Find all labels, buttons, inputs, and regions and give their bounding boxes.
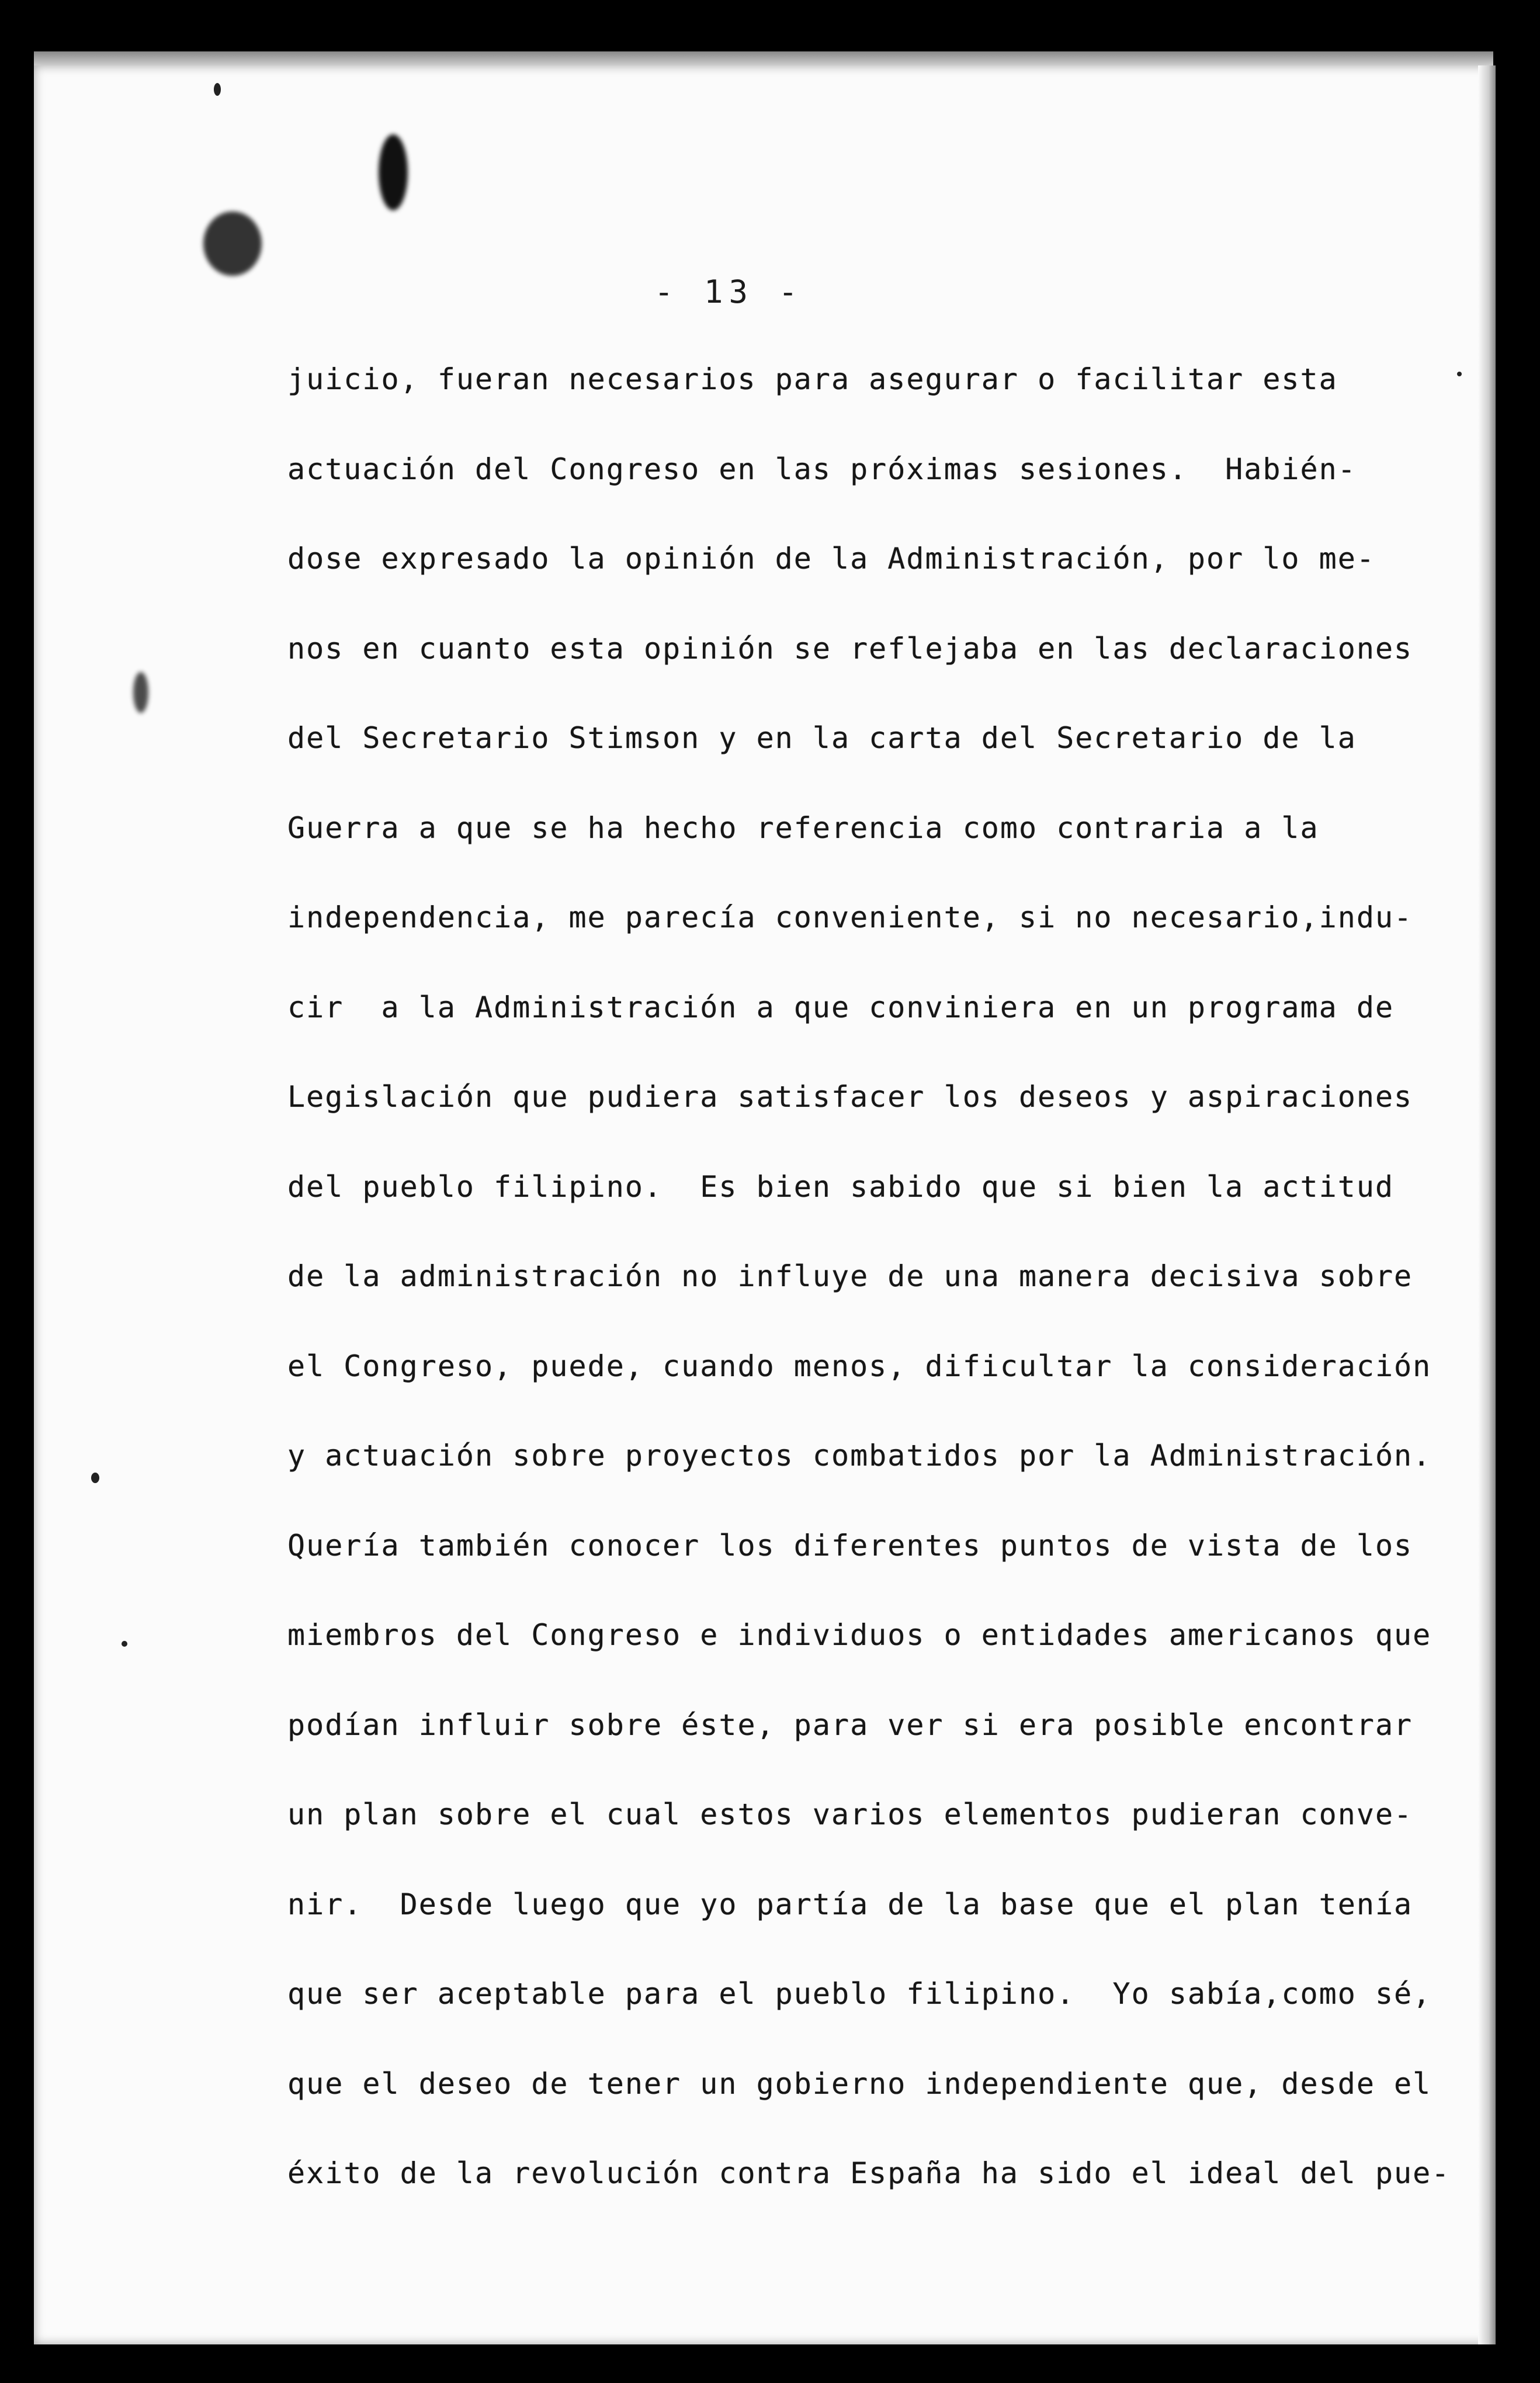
ink-smudge [133,672,148,713]
text-line: el Congreso, puede, cuando menos, dificultar la consideración [287,1349,1432,1383]
text-line: un plan sobre el cual estos varios elementos pudieran conve- [287,1797,1413,1831]
ink-speck [214,83,221,96]
ink-speck [1457,372,1462,376]
paper-right-edge [1478,65,1496,2344]
text-line: nir. Desde luego que yo partía de la base que el plan tenía [287,1887,1413,1921]
ink-smudge [203,212,262,276]
text-line: cir a la Administración a que conviniera en un programa de [287,990,1395,1024]
text-line: del Secretario Stimson y en la carta del Secretario de la [287,721,1357,755]
text-line: Quería también conocer los diferentes puntos de vista de los [287,1528,1413,1563]
text-line: actuación del Congreso en las próximas sesiones. Habién- [287,452,1357,486]
text-line: del pueblo filipino. Es bien sabido que si bien la actitud [287,1169,1395,1204]
text-line: que el deseo de tener un gobierno independiente que, desde el [287,2066,1432,2101]
text-line: y actuación sobre proyectos combatidos por la Administración. [287,1439,1432,1473]
ink-speck [122,1641,127,1647]
ink-smudge [379,134,408,210]
text-line: que ser aceptable para el pueblo filipino. Yo sabía,como sé, [287,1977,1432,2011]
text-line: Guerra a que se ha hecho referencia como contraria a la [287,811,1319,845]
text-line: podían influir sobre éste, para ver si era posible encontrar [287,1707,1413,1742]
page-number: - 13 - [654,273,804,310]
text-line: dose expresado la opinión de la Administración, por lo me- [287,542,1375,576]
text-line: nos en cuanto esta opinión se reflejaba en las declaraciones [287,631,1413,666]
text-line: de la administración no influye de una manera decisiva sobre [287,1259,1413,1293]
typed-body-text [287,362,1451,2246]
text-line: miembros del Congreso e individuos o entidades americanos que [287,1618,1432,1652]
text-line: juicio, fueran necesarios para asegurar o facilitar esta [287,362,1338,396]
ink-speck [91,1473,99,1483]
text-line: éxito de la revolución contra España ha sido el ideal del pue- [287,2156,1451,2190]
text-line: Legislación que pudiera satisfacer los deseos y aspiraciones [287,1080,1413,1114]
text-line: independencia, me parecía conveniente, si no necesario,indu- [287,900,1413,934]
